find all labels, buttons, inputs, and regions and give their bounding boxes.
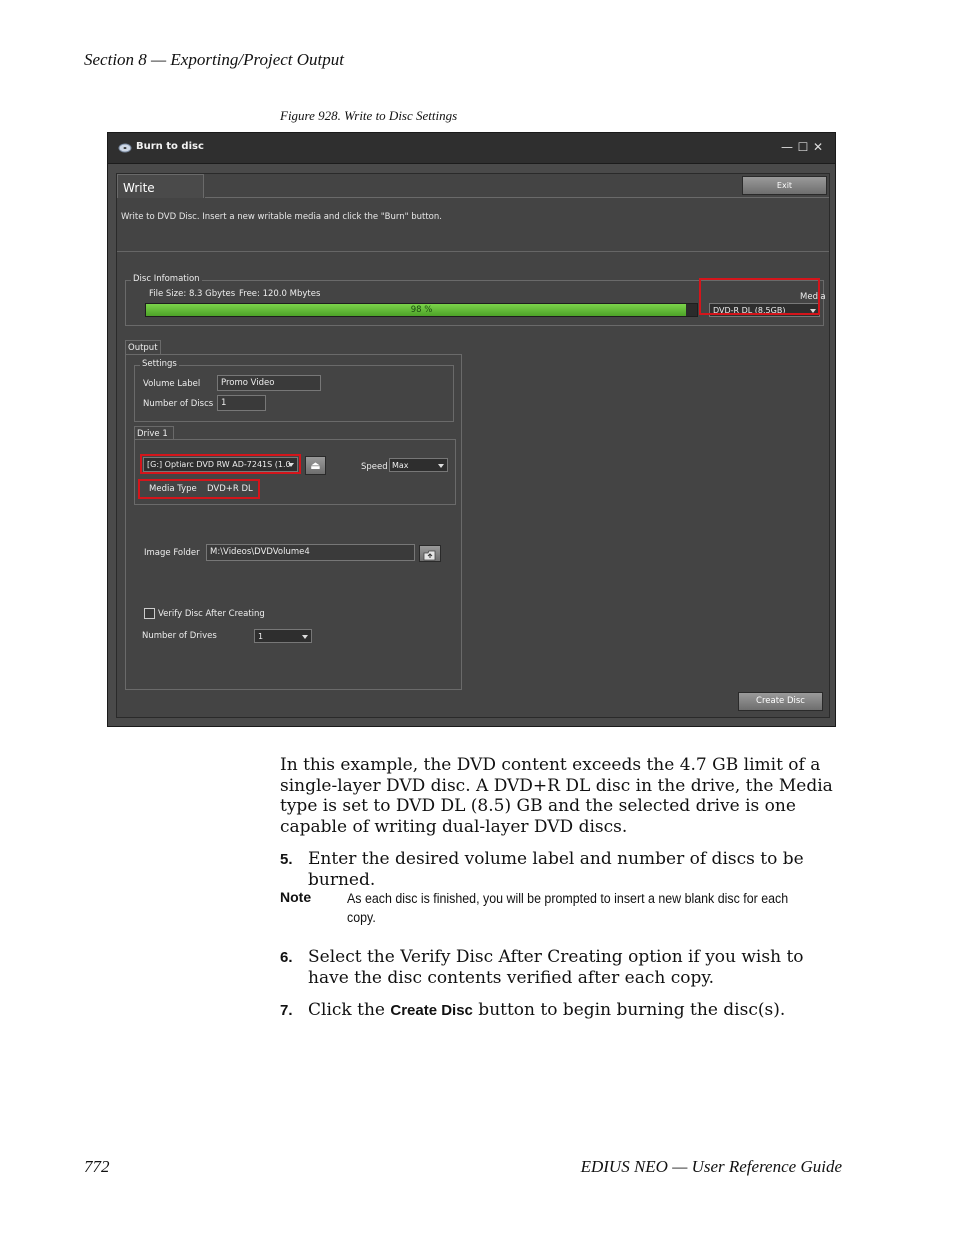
create-disc-button[interactable]: Create Disc [738,692,823,711]
drive-panel [134,439,456,505]
verify-disc-checkbox[interactable] [144,608,155,619]
number-of-drives-value: 1 [258,632,264,641]
figure-caption: Figure 928. Write to Disc Settings [280,108,458,123]
step-7-number: 7. [280,1002,293,1019]
tab-write[interactable]: Write [117,174,204,198]
free-space-text: Free: 120.0 Mbytes [239,289,321,299]
image-folder-input[interactable]: M:\Videos\DVDVolume4 [206,544,415,561]
browse-folder-button[interactable] [419,545,441,562]
step-6-number: 6. [280,949,293,966]
speed-select[interactable] [389,458,448,472]
section-header: Section 8 — Exporting/Project Output [84,50,344,69]
speed-select-value: Max [392,461,409,470]
number-of-discs-label: Number of Discs [143,399,214,409]
tab-drive-1[interactable]: Drive 1 [134,426,174,440]
eject-button[interactable] [305,456,326,475]
chevron-down-icon [302,635,308,639]
step-6-text: Select the Verify Disc After Creating option if you wish to have the disc contents verified after each copy. [308,947,804,988]
note-text: As each disc is finished, you will be prompted to insert a new blank disc for each copy. [347,891,789,925]
create-disc-reference: Create Disc [390,1002,473,1019]
volume-label-label: Volume Label [143,379,201,389]
drive-select-value: [G:] Optiarc DVD RW AD-7241S (1.0 [147,460,291,469]
media-type-value: DVD+R DL [207,484,253,494]
maximize-icon[interactable]: ☐ [797,140,809,154]
settings-title: Settings [142,359,177,369]
folder-icon [423,550,437,561]
step-7-pre: Click the [308,1000,391,1020]
settings-group [134,359,454,422]
media-highlight-box [699,278,820,315]
minimize-icon[interactable]: — [781,140,793,154]
volume-label-input[interactable]: Promo Video [217,375,321,391]
speed-label: Speed [361,462,388,472]
step-7-post: button to begin burning the disc(s). [472,1000,786,1020]
chevron-down-icon [438,464,444,468]
explanation-paragraph: In this example, the DVD content exceeds the 4.7 GB limit of a single-layer DVD disc. A DVD+R DL disc in the drive, the Media type is set to DVD DL (8.5) GB and the selected drive is one capable of writing dual-layer DVD discs. [280,755,833,837]
tab-divider [205,197,829,198]
media-label: Media [800,292,826,302]
number-of-drives-select[interactable] [254,629,312,643]
note-label: Note [280,889,312,905]
drive-highlight-box [140,454,301,474]
guide-title: EDIUS NEO — User Reference Guide [580,1157,842,1176]
file-size-text: File Size: 8.3 Gbytes [149,289,236,299]
tab-output[interactable]: Output [125,340,161,354]
window-content [116,173,830,718]
step-5-number: 5. [280,851,293,868]
disc-usage-progress [145,303,698,317]
divider [117,251,829,252]
disc-information-title: Disc Infomation [133,274,200,284]
page-number: 772 [84,1157,110,1176]
output-panel [125,354,462,690]
burn-to-disc-window [107,132,836,727]
number-of-discs-input[interactable]: 1 [217,395,266,411]
number-of-drives-label: Number of Drives [142,631,217,641]
exit-button[interactable]: Exit [742,176,827,195]
verify-disc-label: Verify Disc After Creating [158,609,265,619]
image-folder-label: Image Folder [144,548,200,558]
step-5-text: Enter the desired volume label and number of discs to be burned. [308,849,804,890]
step-7-text [308,1000,840,1022]
media-type-highlight-box [138,479,260,499]
window-title: Burn to disc [136,141,204,152]
media-type-label: Media Type [149,484,197,494]
progress-label: 98 % [410,305,433,315]
instruction-text: Write to DVD Disc. Insert a new writable media and click the "Burn" button. [121,212,442,222]
eject-icon: ⏏ [310,459,321,472]
close-icon[interactable]: ✕ [812,140,824,154]
media-select-value: DVD-R DL (8.5GB) [713,306,786,315]
disc-burn-icon [118,142,132,153]
title-bar [108,133,835,164]
